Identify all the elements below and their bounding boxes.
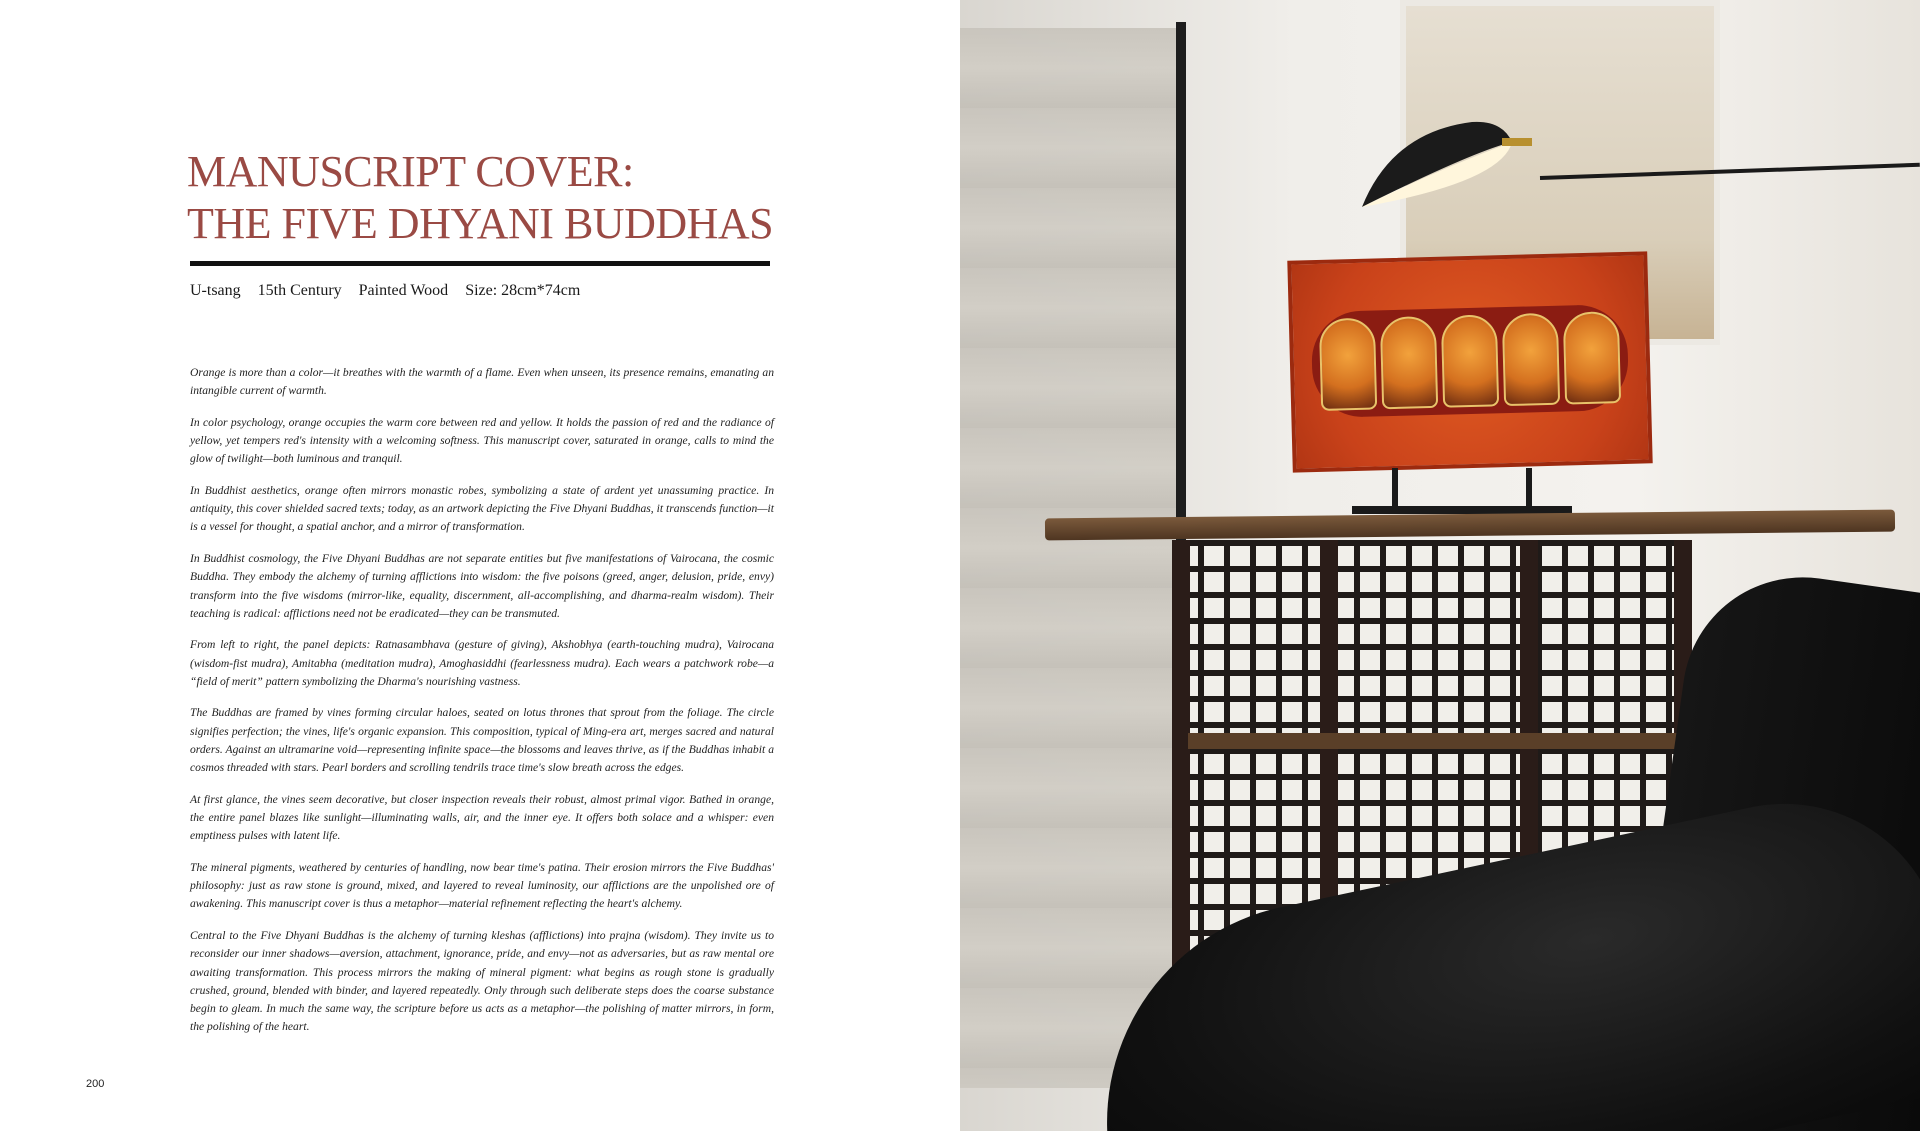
buddha-niche-icon bbox=[1319, 317, 1377, 410]
photo-cabinet-shelf bbox=[1188, 733, 1678, 749]
paragraph: The mineral pigments, weathered by centuries of handling, now bear time's patina. Their erosion mirrors the Five Buddhas' philosophy: just as raw stone is ground, mixed, and layered to reveal luminosity, our afflictions are the unpolished ore of awakening. This manuscript cover is thus a metaphor—material refinement reflecting the heart's alchemy. bbox=[190, 860, 774, 911]
buddha-niche-icon bbox=[1441, 314, 1499, 407]
buddha-niche-icon bbox=[1380, 316, 1438, 409]
artwork-meta bbox=[190, 282, 580, 300]
title-rule bbox=[190, 261, 770, 266]
page-number: 200 bbox=[86, 1078, 105, 1090]
photo-concrete-panel bbox=[960, 28, 1176, 1088]
title-line-1: MANUSCRIPT COVER: bbox=[187, 147, 634, 196]
paragraph: In Buddhist cosmology, the Five Dhyani Buddhas are not separate entities but five manifestations of Vairocana, the cosmic Buddha. They embody the alchemy of turning afflictions into wisdom: the five poisons (greed, anger, delusion, pride, envy) transform into the five wisdoms (mirror-like, equality, discernment, all-accomplishing, and dharma-realm wisdom). Their teaching is radical: afflictions need not be eradicated—they can be transmuted. bbox=[190, 551, 774, 620]
display-stand-icon bbox=[1352, 468, 1572, 516]
meta-size: Size: 28cm*74cm bbox=[465, 282, 581, 299]
title-line-2: THE FIVE DHYANI BUDDHAS bbox=[187, 199, 774, 248]
paragraph: At first glance, the vines seem decorative, but closer inspection reveals their robust, almost primal vigor. Bathed in orange, the entire panel blazes like sunlight—illuminating walls, air, and the inner eye. It offers both solace and a whisper: even emptiness pulses with latent life. bbox=[190, 792, 774, 843]
lamp-icon bbox=[1352, 112, 1532, 212]
page-title bbox=[187, 146, 827, 250]
paragraph: From left to right, the panel depicts: Ratnasambhava (gesture of giving), Akshobhya (earth-touching mudra), Vairocana (wisdom-fist mudra), Amitabha (meditation mudra), Amoghasiddhi (fearlessness mudra). Each wears a patchwork robe—a “field of merit” pattern symbolizing the Dharma's nourishing vastness. bbox=[190, 638, 774, 688]
buddha-niche-icon bbox=[1502, 313, 1560, 406]
paragraph: The Buddhas are framed by vines forming circular haloes, seated on lotus thrones that sprout from the foliage. The circle signifies perfection; the vines, life's organic expansion. This composition, typical of Ming-era art, merges sacred and natural orders. Against an ultramarine void—representing infinite space—the blossoms and leaves thrive, as if the Buddhas inhabit a cosmos threaded with stars. Pearl borders and scrolling tendrils trace time's slow breath across the edges. bbox=[190, 706, 774, 775]
meta-material: Painted Wood bbox=[358, 282, 449, 299]
meta-period: 15th Century bbox=[257, 282, 342, 299]
paragraph: Central to the Five Dhyani Buddhas is the alchemy of turning kleshas (afflictions) into prajna (wisdom). They invite us to reconsider our inner shadows—aversion, attachment, ignorance, pride, and envy—not as adversaries, but as raw mental ore awaiting transformation. This process mirrors the making of mineral pigment: what begins as rough stone is gradually crushed, ground, blended with binder, and layered repeatedly. Only through such deliberate steps does the coarse substance begin to gleam. In much the same way, the scripture before us acts as a metaphor—the polishing of matter mirrors, in form, the polishing of the heart. bbox=[190, 928, 774, 1034]
photo-manuscript-cover-icon bbox=[1287, 251, 1652, 472]
paragraph: In color psychology, orange occupies the warm core between red and yellow. It holds the passion of red and the radiance of yellow, yet tempers red's intensity with a welcoming softness. This manuscript cover, saturated in orange, calls to mind the glow of twilight—both luminous and tranquil. bbox=[190, 415, 774, 466]
photo-buddha-band bbox=[1311, 304, 1630, 418]
paragraph: In Buddhist aesthetics, orange often mirrors monastic robes, symbolizing a state of ardent yet unassuming practice. In antiquity, this cover shielded sacred texts; today, as an artwork depicting the Five Dhyani Buddhas, it transcends function—it is a vessel for thought, a spatial anchor, and a mirror of transformation. bbox=[190, 483, 774, 534]
paragraph: Orange is more than a color—it breathes with the warmth of a flame. Even when unseen, its presence remains, emanating an intangible current of warmth. bbox=[190, 366, 774, 398]
buddha-niche-icon bbox=[1562, 311, 1620, 404]
meta-origin: U-tsang bbox=[190, 282, 241, 299]
photo-page bbox=[960, 0, 1920, 1131]
body-text bbox=[190, 364, 774, 1050]
